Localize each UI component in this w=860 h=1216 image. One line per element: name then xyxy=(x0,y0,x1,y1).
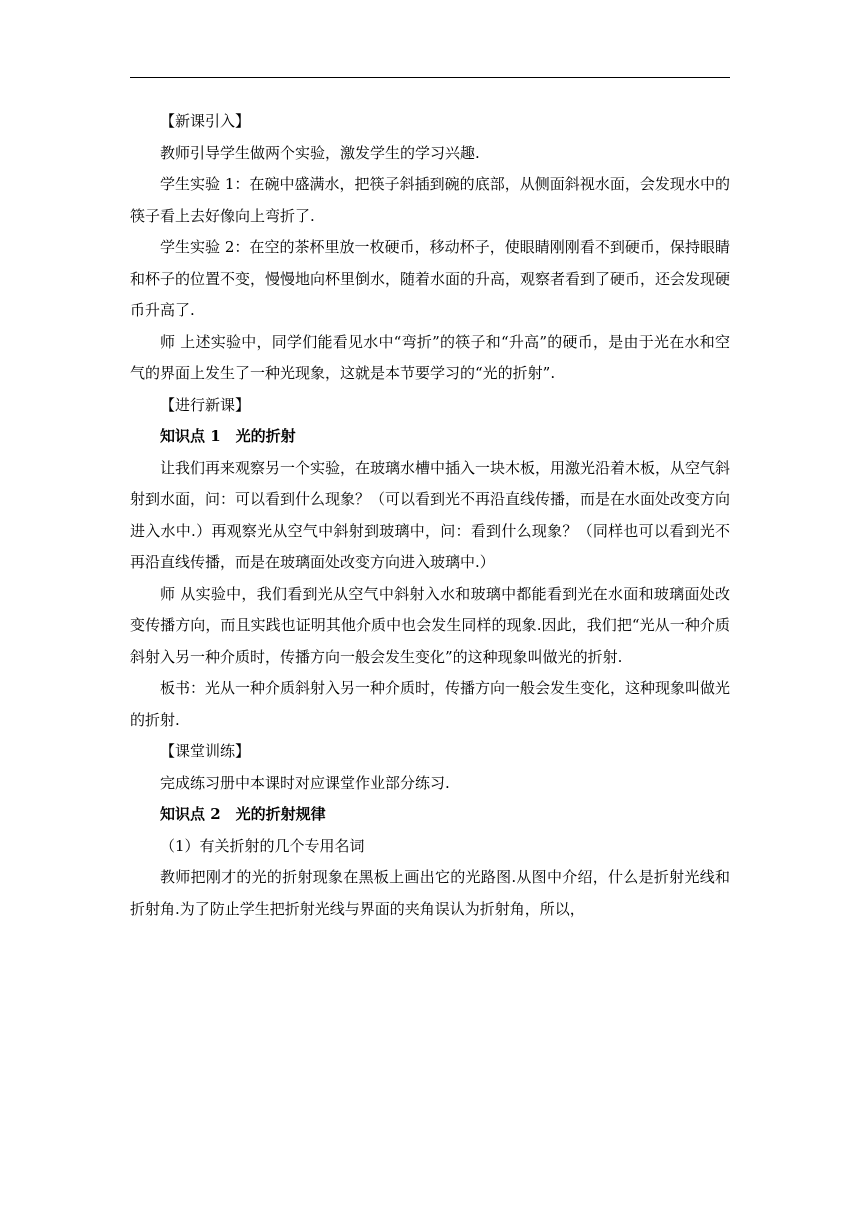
section-heading-practice: 【课堂训练】 xyxy=(160,742,251,760)
paragraph: 教师引导学生做两个实验，激发学生的学习兴趣. xyxy=(160,143,480,162)
paragraph: 师 从实验中，我们看到光从空气中斜射入水和玻璃中都能看到光在水面和玻璃面处改变传播方向，而且实践也证明其他介质中也会发生同样的现象.因此，我们把“光从一种介质斜射入另一种介质时，传播方向一般会发生变化”的这种现象叫做光的折射. xyxy=(130,584,730,666)
paragraph: 师 上述实验中，同学们能看见水中“弯折”的筷子和“升高”的硬币，是由于光在水和空气的界面上发生了一种光现象，这就是本节要学习的“光的折射”. xyxy=(130,332,730,382)
knowledge-point-title: 光的折射规律 xyxy=(235,805,326,823)
knowledge-point-label: 知识点 1 xyxy=(160,427,221,445)
numbered-subheading: （1）有关折射的几个专用名词 xyxy=(160,836,365,855)
section-heading-new-intro: 【新课引入】 xyxy=(160,112,251,130)
knowledge-point-title: 光的折射 xyxy=(235,427,296,445)
paragraph: 完成练习册中本课时对应课堂作业部分练习. xyxy=(160,773,450,792)
knowledge-point-heading-1 xyxy=(130,421,730,453)
header-rule xyxy=(130,77,730,78)
paragraph: 板书：光从一种介质斜射入另一种介质时，传播方向一般会发生变化，这种现象叫做光的折射. xyxy=(130,679,731,729)
paragraph: 学生实验 1：在碗中盛满水，把筷子斜插到碗的底部，从侧面斜视水面，会发现水中的筷子看上去好像向上弯折了. xyxy=(130,175,730,225)
knowledge-point-heading-2 xyxy=(130,799,730,831)
paragraph: 让我们再来观察另一个实验，在玻璃水槽中插入一块木板，用激光沿着木板，从空气斜射到水面，问：可以看到什么现象？（可以看到光不再沿直线传播，而是在水面处改变方向进入水中.）再观察光从空气中斜射到玻璃中，问：看到什么现象？（同样也可以看到光不再沿直线传播，而是在玻璃面处改变方向进入玻璃中.） xyxy=(130,458,731,571)
knowledge-point-label: 知识点 2 xyxy=(160,805,221,823)
section-heading-new-lesson: 【进行新课】 xyxy=(160,395,251,414)
paragraph: 学生实验 2：在空的茶杯里放一枚硬币，移动杯子，使眼睛刚刚看不到硬币，保持眼睛和杯子的位置不变，慢慢地向杯里倒水，随着水面的升高，观察者看到了硬币，还会发现硬币升高了. xyxy=(130,238,731,319)
paragraph: 教师把刚才的光的折射现象在黑板上画出它的光路图.从图中介绍，什么是折射光线和折射角.为了防止学生把折射光线与界面的夹角误认为折射角，所以， xyxy=(130,868,730,918)
document-body xyxy=(130,106,730,925)
